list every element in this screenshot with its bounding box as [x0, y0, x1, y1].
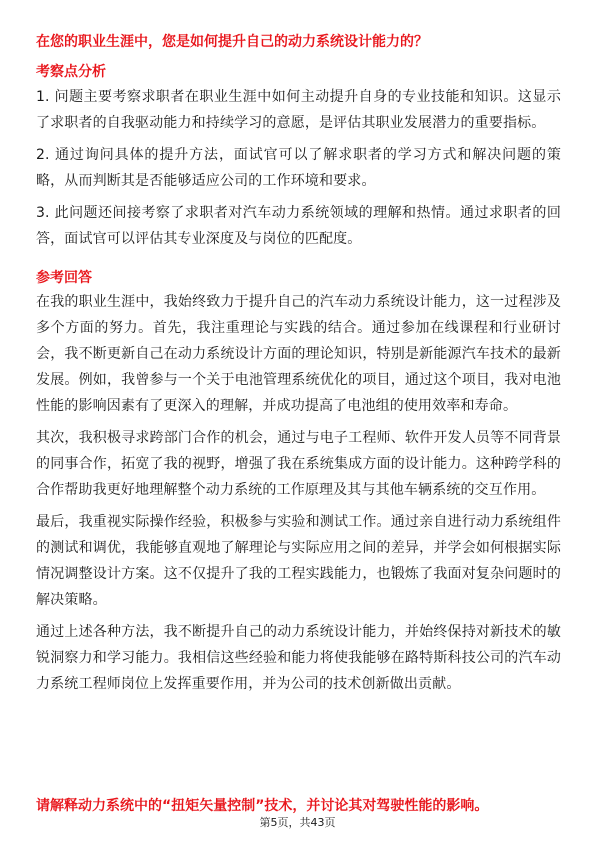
analysis-item: 3. 此问题还间接考察了求职者对汽车动力系统领域的理解和热情。通过求职者的回答，面试官可以评估其专业深度及与岗位的匹配度。 [36, 205, 561, 247]
answer-body [36, 289, 561, 703]
analysis-item: 2. 通过询问具体的提升方法，面试官可以了解求职者的学习方式和解决问题的策略，从而判断其是否能够适应公司的工作环境和要求。 [36, 147, 561, 189]
analysis-list [36, 84, 561, 258]
answer-paragraph: 最后，我重视实际操作经验，积极参与实验和测试工作。通过亲自进行动力系统组件的测试和调优，我能够直观地了解理论与实际应用之间的差异，并学会如何根据实际情况调整设计方案。这不仅提升了我的工程实践能力，也锻炼了我面对复杂问题时的解决策略。 [36, 514, 561, 608]
next-question-heading: 请解释动力系统中的“扭矩矢量控制”技术，并讨论其对驾驶性能的影响。 [36, 798, 489, 814]
analysis-item: 1. 问题主要考察求职者在职业生涯中如何主动提升自身的专业技能和知识。这显示了求职者的自我驱动能力和持续学习的意愿，是评估其职业发展潜力的重要指标。 [36, 89, 561, 131]
answer-title: 参考回答 [36, 270, 92, 286]
page-number-footer: 第5页，共43页 [259, 816, 336, 829]
answer-paragraph: 通过上述各种方法，我不断提升自己的动力系统设计能力，并始终保持对新技术的敏锐洞察力和学习能力。我相信这些经验和能力将使我能够在路特斯科技公司的汽车动力系统工程师岗位上发挥重要作用，并为公司的技术创新做出贡献。 [36, 624, 561, 692]
answer-paragraph: 在我的职业生涯中，我始终致力于提升自己的汽车动力系统设计能力，这一过程涉及多个方面的努力。首先，我注重理论与实践的结合。通过参加在线课程和行业研讨会，我不断更新自己在动力系统设计方面的理论知识，特别是新能源汽车技术的最新发展。例如，我曾参与一个关于电池管理系统优化的项目，通过这个项目，我对电池性能的影响因素有了更深入的理解，并成功提高了电池组的使用效率和寿命。 [36, 294, 561, 414]
question-heading: 在您的职业生涯中，您是如何提升自己的动力系统设计能力的？ [36, 34, 428, 50]
answer-paragraph: 其次，我积极寻求跨部门合作的机会，通过与电子工程师、软件开发人员等不同背景的同事合作，拓宽了我的视野，增强了我在系统集成方面的设计能力。这种跨学科的合作帮助我更好地理解整个动力系统的工作原理及其与其他车辆系统的交互作用。 [36, 430, 561, 498]
analysis-title: 考察点分析 [36, 64, 106, 80]
